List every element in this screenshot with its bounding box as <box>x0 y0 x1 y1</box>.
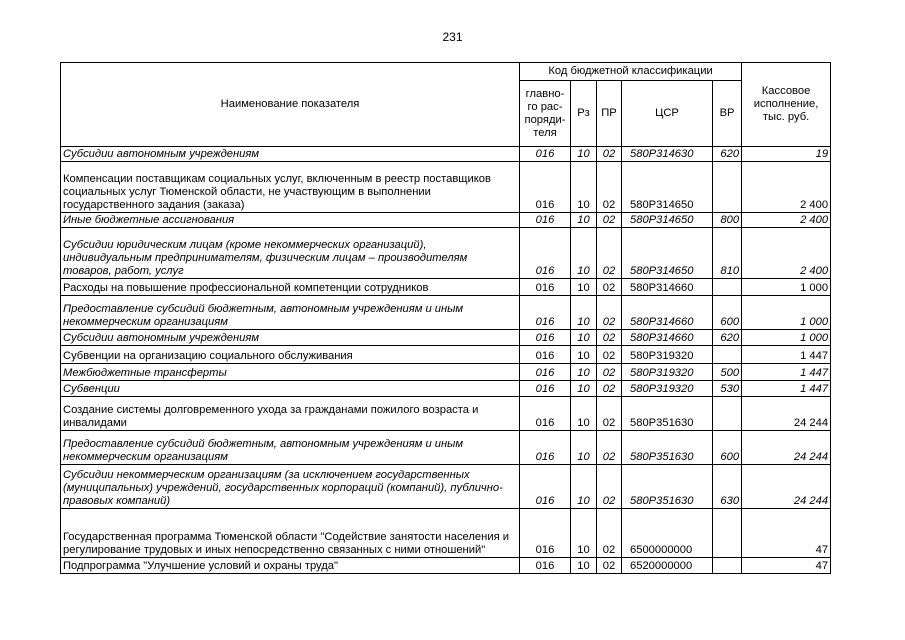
row-rz: 10 <box>571 330 597 346</box>
row-name: Субсидии некоммерческим организациям (за исключением государственных (муниципальных) учреждений, государственных корпораций (компаний), публично-правовых компаний) <box>61 465 520 509</box>
row-pr: 02 <box>597 431 622 465</box>
row-rz: 10 <box>571 364 597 381</box>
header-csr: ЦСР <box>622 81 713 147</box>
table-row <box>61 296 831 330</box>
row-sum: 24 244 <box>742 397 831 431</box>
row-pr: 02 <box>597 296 622 330</box>
row-name: Субсидии юридическим лицам (кроме некоммерческих организаций), индивидуальным предпринимателям, физическим лицам – производителям товаров, работ, услуг <box>61 228 520 279</box>
row-glavn: 016 <box>520 509 571 558</box>
row-rz: 10 <box>571 147 597 162</box>
row-rz: 10 <box>571 213 597 228</box>
table-row <box>61 330 831 346</box>
table-row <box>61 346 831 364</box>
row-sum: 2 400 <box>742 213 831 228</box>
row-name: Расходы на повышение профессиональной компетенции сотрудников <box>61 279 520 296</box>
row-vr: 810 <box>713 228 742 279</box>
table-row <box>61 381 831 397</box>
row-glavn: 016 <box>520 558 571 574</box>
header-pr: ПР <box>597 81 622 147</box>
row-sum: 47 <box>742 558 831 574</box>
row-name: Государственная программа Тюменской области "Содействие занятости населения и регулирование трудовых и иных непосредственно связанных с ними отношений" <box>61 509 520 558</box>
row-vr: 600 <box>713 296 742 330</box>
row-sum: 2 400 <box>742 228 831 279</box>
row-csr: 580P319320 <box>622 381 713 397</box>
row-glavn: 016 <box>520 296 571 330</box>
row-glavn: 016 <box>520 162 571 213</box>
row-glavn: 016 <box>520 465 571 509</box>
row-rz: 10 <box>571 558 597 574</box>
row-pr: 02 <box>597 509 622 558</box>
row-name: Субвенции <box>61 381 520 397</box>
row-pr: 02 <box>597 147 622 162</box>
header-rz: Рз <box>571 81 597 147</box>
row-name: Иные бюджетные ассигнования <box>61 213 520 228</box>
row-vr <box>713 397 742 431</box>
header-name: Наименование показателя <box>61 63 520 147</box>
table-row <box>61 279 831 296</box>
row-rz: 10 <box>571 397 597 431</box>
header-glavn: главно- го рас- поряди- теля <box>520 81 571 147</box>
row-rz: 10 <box>571 279 597 296</box>
row-vr: 530 <box>713 381 742 397</box>
row-csr: 580P319320 <box>622 346 713 364</box>
row-glavn: 016 <box>520 279 571 296</box>
row-pr: 02 <box>597 346 622 364</box>
row-pr: 02 <box>597 381 622 397</box>
row-vr: 600 <box>713 431 742 465</box>
row-vr <box>713 509 742 558</box>
table-row <box>61 397 831 431</box>
row-pr: 02 <box>597 162 622 213</box>
row-name: Предоставление субсидий бюджетным, автономным учреждениям и иным некоммерческим организациям <box>61 431 520 465</box>
row-rz: 10 <box>571 162 597 213</box>
row-sum: 1 000 <box>742 296 831 330</box>
row-name: Предоставление субсидий бюджетным, автономным учреждениям и иным некоммерческим организациям <box>61 296 520 330</box>
row-glavn: 016 <box>520 213 571 228</box>
row-sum: 1 447 <box>742 381 831 397</box>
row-csr: 580P351630 <box>622 431 713 465</box>
row-csr: 580P351630 <box>622 465 713 509</box>
row-vr: 500 <box>713 364 742 381</box>
row-csr: 580P314630 <box>622 147 713 162</box>
row-sum: 1 447 <box>742 364 831 381</box>
row-vr <box>713 346 742 364</box>
header-vr: ВР <box>713 81 742 147</box>
row-vr: 800 <box>713 213 742 228</box>
row-vr <box>713 558 742 574</box>
row-sum: 24 244 <box>742 465 831 509</box>
row-glavn: 016 <box>520 330 571 346</box>
table-body <box>61 147 831 574</box>
row-csr: 580P319320 <box>622 364 713 381</box>
row-csr: 580P314650 <box>622 228 713 279</box>
table-row <box>61 509 831 558</box>
row-csr: 580P314660 <box>622 330 713 346</box>
row-rz: 10 <box>571 228 597 279</box>
row-pr: 02 <box>597 465 622 509</box>
table-row <box>61 431 831 465</box>
header-code-group: Код бюджетной классификации <box>520 63 742 81</box>
row-rz: 10 <box>571 346 597 364</box>
row-pr: 02 <box>597 228 622 279</box>
row-rz: 10 <box>571 465 597 509</box>
row-sum: 47 <box>742 509 831 558</box>
row-vr: 620 <box>713 147 742 162</box>
page-number: 231 <box>442 30 463 44</box>
row-sum: 1 000 <box>742 330 831 346</box>
row-name: Межбюджетные трансферты <box>61 364 520 381</box>
table-row <box>61 228 831 279</box>
row-glavn: 016 <box>520 364 571 381</box>
row-glavn: 016 <box>520 228 571 279</box>
table-row <box>61 364 831 381</box>
row-name: Создание системы долговременного ухода за гражданами пожилого возраста и инвалидами <box>61 397 520 431</box>
row-sum: 1 447 <box>742 346 831 364</box>
row-sum: 1 000 <box>742 279 831 296</box>
row-name: Субвенции на организацию социального обслуживания <box>61 346 520 364</box>
row-name: Субсидии автономным учреждениям <box>61 330 520 346</box>
row-glavn: 016 <box>520 431 571 465</box>
row-csr: 580P314660 <box>622 296 713 330</box>
table-row <box>61 147 831 162</box>
row-sum: 19 <box>742 147 831 162</box>
row-pr: 02 <box>597 279 622 296</box>
row-name: Субсидии автономным учреждениям <box>61 147 520 162</box>
row-glavn: 016 <box>520 381 571 397</box>
row-name: Компенсации поставщикам социальных услуг, включенным в реестр поставщиков социальных услуг Тюменской области, не участвующим в выполнении государственного задания (заказа) <box>61 162 520 213</box>
row-rz: 10 <box>571 509 597 558</box>
table-row <box>61 162 831 213</box>
row-sum: 24 244 <box>742 431 831 465</box>
row-csr: 580P314660 <box>622 279 713 296</box>
row-csr: 6520000000 <box>622 558 713 574</box>
row-glavn: 016 <box>520 147 571 162</box>
row-csr: 580P314650 <box>622 213 713 228</box>
row-pr: 02 <box>597 397 622 431</box>
row-csr: 580P314650 <box>622 162 713 213</box>
row-vr <box>713 279 742 296</box>
row-rz: 10 <box>571 296 597 330</box>
header-sum: Кассовое исполнение, тыс. руб. <box>742 63 831 147</box>
row-rz: 10 <box>571 431 597 465</box>
table-row <box>61 213 831 228</box>
row-vr: 630 <box>713 465 742 509</box>
row-rz: 10 <box>571 381 597 397</box>
row-name: Подпрограмма "Улучшение условий и охраны труда" <box>61 558 520 574</box>
row-glavn: 016 <box>520 346 571 364</box>
row-sum: 2 400 <box>742 162 831 213</box>
table-row <box>61 465 831 509</box>
row-glavn: 016 <box>520 397 571 431</box>
row-vr <box>713 162 742 213</box>
row-pr: 02 <box>597 213 622 228</box>
row-pr: 02 <box>597 330 622 346</box>
row-csr: 6500000000 <box>622 509 713 558</box>
row-vr: 620 <box>713 330 742 346</box>
row-pr: 02 <box>597 364 622 381</box>
budget-table <box>60 62 831 574</box>
row-csr: 580P351630 <box>622 397 713 431</box>
row-pr: 02 <box>597 558 622 574</box>
table-row <box>61 558 831 574</box>
